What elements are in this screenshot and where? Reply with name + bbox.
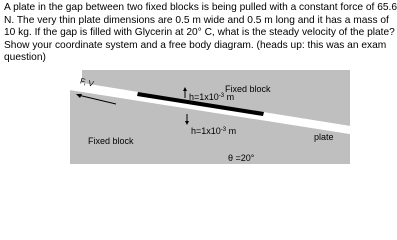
top-block-label: Fixed block (225, 84, 271, 94)
bottom-gap-unit: m (226, 126, 237, 136)
problem-line-1: A plate in the gap between two fixed blocks is being pulled with a constant force of 65.6 (4, 2, 397, 13)
problem-line-4: Show your coordinate system and a free body diagram. (heads up: this was an exam (4, 39, 387, 51)
bottom-gap-label (191, 126, 236, 136)
problem-statement (4, 2, 397, 65)
bottom-block-label: Fixed block (88, 136, 134, 146)
inclined-plate-figure (70, 70, 350, 164)
angle-label: θ =20° (228, 153, 255, 163)
top-gap-exponent: -3 (218, 93, 225, 99)
top-gap-label (189, 92, 234, 102)
top-gap-value: h=1x10 (189, 92, 219, 102)
problem-line-3: 10 kg. If the gap is filled with Glycerin at 20° C, what is the steady velocity of the plate? (4, 27, 395, 39)
plate-label: plate (314, 132, 334, 142)
figure-drawing (70, 70, 350, 164)
force-label: F, V (79, 76, 95, 89)
problem-line-5: question) (4, 52, 46, 64)
bottom-gap-value: h=1x10 (191, 126, 221, 136)
problem-line-2: N. The very thin plate dimensions are 0.5 m wide and 0.5 m long and it has a mass of (4, 14, 389, 26)
bottom-gap-exponent: -3 (220, 127, 227, 133)
top-gap-unit: m (224, 92, 235, 102)
